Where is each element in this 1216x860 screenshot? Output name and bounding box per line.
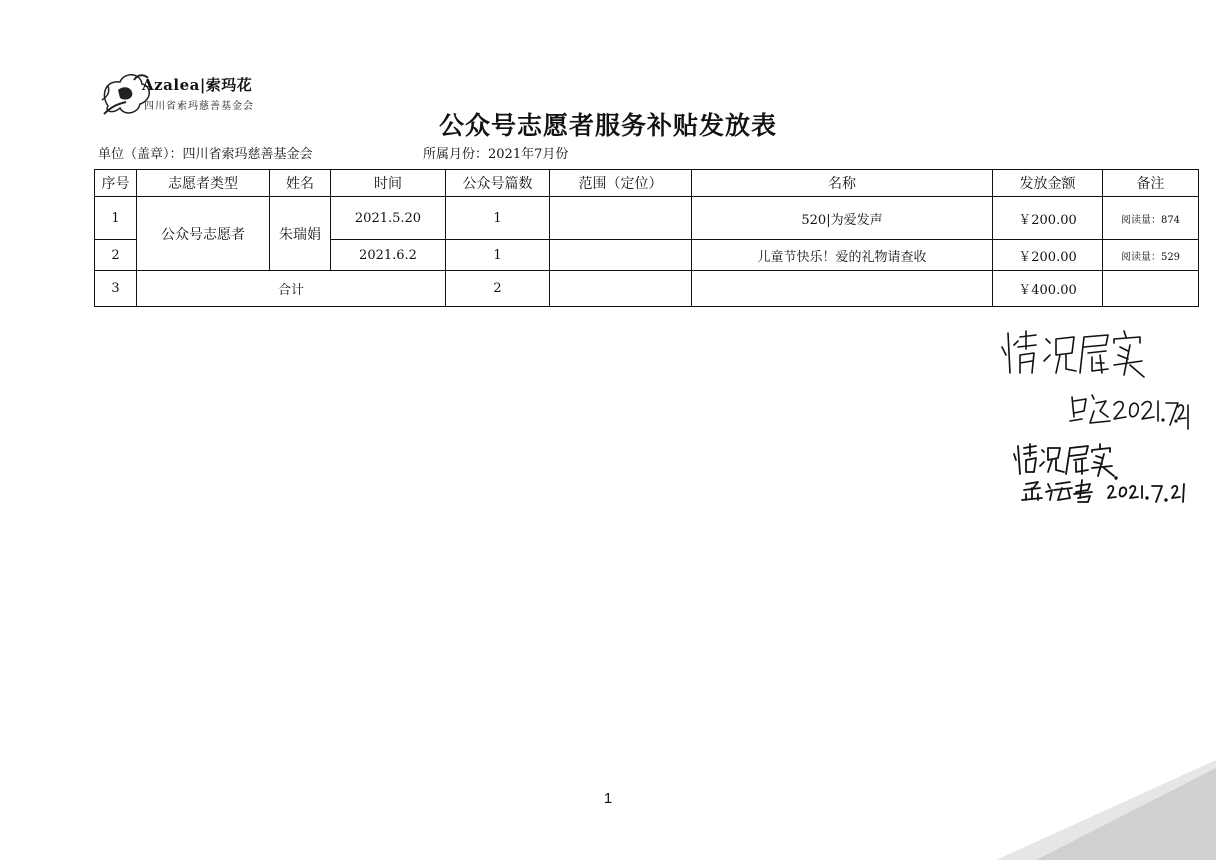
total-row	[95, 271, 1199, 307]
table-header-row	[95, 170, 1199, 197]
total-remark	[1103, 271, 1199, 307]
row-scope	[550, 197, 692, 240]
document-title: 公众号志愿者服务补贴发放表	[438, 111, 777, 140]
row-count: 1	[446, 240, 550, 271]
total-count: 2	[446, 271, 550, 307]
row-article: 520|为爱发声	[692, 197, 993, 240]
handwritten-signature-1	[1000, 325, 1190, 435]
row-scope	[550, 240, 692, 271]
logo-name: Azalea|索玛花	[142, 76, 253, 94]
volunteer-name-cell: 朱瑞娟	[270, 197, 331, 271]
total-label: 合计	[137, 271, 446, 307]
header-scope: 范围（定位）	[550, 170, 692, 197]
header-no: 序号	[95, 170, 137, 197]
total-no: 3	[95, 271, 137, 307]
header-name: 姓名	[270, 170, 331, 197]
table-row	[95, 197, 1199, 240]
row-amount: ￥200.00	[993, 197, 1103, 240]
row-no: 1	[95, 197, 137, 240]
total-scope	[550, 271, 692, 307]
row-amount: ￥200.00	[993, 240, 1103, 271]
unit-label: 单位（盖章）：四川省索玛慈善基金会	[98, 147, 313, 162]
row-remark: 阅读量：874	[1103, 197, 1199, 240]
row-no: 2	[95, 240, 137, 271]
total-article	[692, 271, 993, 307]
row-article: 儿童节快乐！爱的礼物请查收	[692, 240, 993, 271]
header-remark: 备注	[1103, 170, 1199, 197]
row-date: 2021.6.2	[331, 240, 446, 271]
row-date: 2021.5.20	[331, 197, 446, 240]
logo-subtitle: 四川省索玛慈善基金会	[144, 101, 254, 112]
header-article-title: 名称	[692, 170, 993, 197]
scan-edge-shadow	[916, 760, 1216, 860]
total-amount: ￥400.00	[993, 271, 1103, 307]
month-label: 所属月份：2021年7月份	[423, 147, 569, 162]
row-count: 1	[446, 197, 550, 240]
subsidy-table	[94, 169, 1199, 307]
page-number: 1	[603, 790, 613, 807]
header-amount: 发放金额	[993, 170, 1103, 197]
handwritten-signature-2	[1012, 440, 1192, 510]
header-article-count: 公众号篇数	[446, 170, 550, 197]
header-date: 时间	[331, 170, 446, 197]
volunteer-type-cell: 公众号志愿者	[137, 197, 270, 271]
header-volunteer-type: 志愿者类型	[137, 170, 270, 197]
row-remark: 阅读量：529	[1103, 240, 1199, 271]
